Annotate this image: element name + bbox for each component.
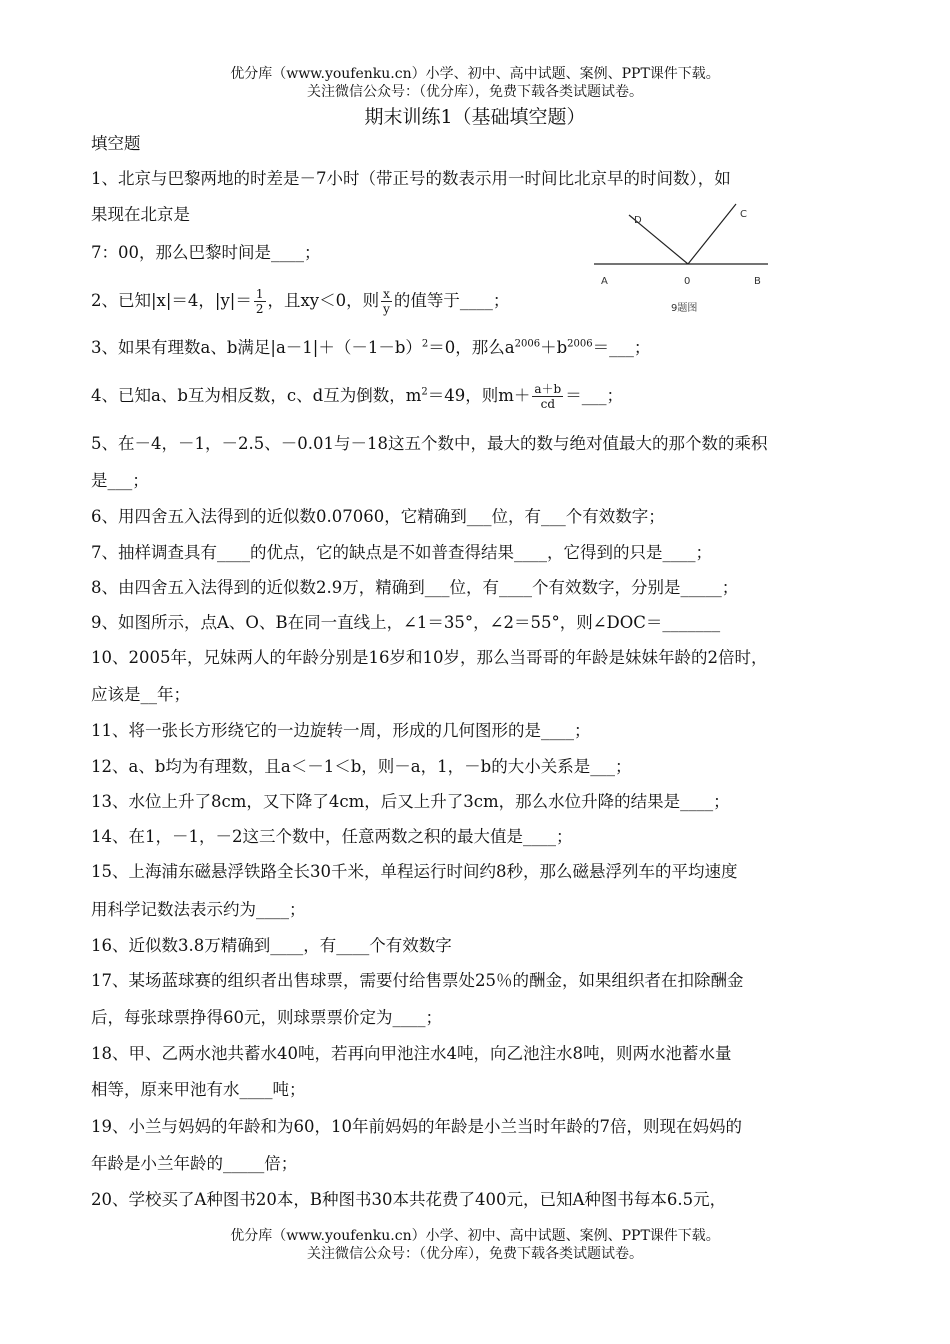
question-18-line-2: 相等，原来甲池有水____吨； <box>91 1080 306 1099</box>
question-15-line-1: 15、上海浦东磁悬浮铁路全长30千米，单程运行时间约8秒，那么磁悬浮列车的平均速度 <box>91 862 738 881</box>
label-b: B <box>754 276 761 287</box>
question-9: 9、如图所示，点A、O、B在同一直线上，∠1＝35°，∠2＝55°，则∠DOC＝_______ <box>91 613 721 632</box>
question-18-line-1: 18、甲、乙两水池共蓄水40吨，若再向甲池注水4吨，向乙池注水8吨，则两水池蓄水量 <box>91 1044 732 1063</box>
question-17-line-1: 17、某场蓝球赛的组织者出售球票，需要付给售票处25％的酬金，如果组织者在扣除酬金 <box>91 971 744 990</box>
question-8: 8、由四舍五入法得到的近似数2.9万，精确到___位，有____个有效数字，分别是_____； <box>91 578 739 597</box>
question-12: 12、a、b均为有理数，且a＜－1＜b，则－a，1，－b的大小关系是___； <box>91 757 632 776</box>
question-17-line-2: 后，每张球票挣得60元，则球票票价定为____； <box>91 1008 442 1027</box>
question-1-line-2: 果现在北京是 <box>91 205 190 224</box>
question-7: 7、抽样调查具有____的优点，它的缺点是不如普查得结果____，它得到的只是____； <box>91 543 712 562</box>
question-13: 13、水位上升了8cm，又下降了4cm，后又上升了3cm，那么水位升降的结果是____； <box>91 792 730 811</box>
footer-line-2: 关注微信公众号：（优分库），免费下载各类试题试卷。 <box>307 1246 643 1262</box>
fraction-a-plus-b-over-cd: $\frac{a+b}{cd}$ <box>534 382 562 411</box>
question-10-line-1: 10、2005年，兄妹两人的年龄分别是16岁和10岁，那么当哥哥的年龄是妹妹年龄的2倍时， <box>91 648 768 667</box>
question-4: 4、已知a、b互为相反数，c、d互为倒数，$m^2=49$，则m＋ $\frac{a+b}{cd}$ ＝___； <box>91 382 623 411</box>
fraction-one-half: $\frac{1}{2}$ <box>255 287 264 316</box>
question-1-line-1: 1、北京与巴黎两地的时差是－7小时（带正号的数表示用一时间比北京早的时间数），如 <box>91 169 731 188</box>
question-14: 14、在1，－1，－2这三个数中，任意两数之积的最大值是____； <box>91 827 573 846</box>
q2-text-post: 的值等于____； <box>393 291 510 310</box>
question-11: 11、将一张长方形绕它的一边旋转一周，形成的几何图形的是____； <box>91 721 591 740</box>
footer-line-1: 优分库（www.youfenku.cn）小学、初中、高中试题、案例、PPT课件下载。 <box>230 1228 720 1244</box>
label-d: D <box>634 215 642 226</box>
label-a: A <box>601 276 608 287</box>
question-15-line-2: 用科学记数法表示约为____； <box>91 900 306 919</box>
question-10-line-2: 应该是__年； <box>91 685 190 704</box>
question-5-line-2: 是___； <box>91 471 149 490</box>
header-line-2: 关注微信公众号：（优分库），免费下载各类试题试卷。 <box>307 84 643 100</box>
page-title: 期末训练1（基础填空题） <box>364 106 586 128</box>
angle-figure <box>588 200 778 320</box>
question-16: 16、近似数3.8万精确到____，有____个有效数字 <box>91 936 452 955</box>
header-line-1: 优分库（www.youfenku.cn）小学、初中、高中试题、案例、PPT课件下载。 <box>230 66 720 82</box>
label-o: 0 <box>684 276 691 287</box>
question-1-line-3: 7：00，那么巴黎时间是____； <box>91 243 321 262</box>
section-heading: 填空题 <box>91 134 141 153</box>
question-19-line-1: 19、小兰与妈妈的年龄和为60，10年前妈妈的年龄是小兰当时年龄的7倍，则现在妈妈的 <box>91 1117 742 1136</box>
question-3: 3、如果有理数a、b满足$|a-1|+(-1-b)^2=0$，那么$a^{2006}+b^{2006}=\_\_\_$； <box>91 338 651 357</box>
question-6: 6、用四舍五入法得到的近似数0.07060，它精确到___位，有___个有效数字； <box>91 507 665 526</box>
question-20: 20、学校买了A种图书20本，B种图书30本共花费了400元，已知A种图书每本6.5元， <box>91 1190 727 1209</box>
figure-caption: 9题图 <box>671 303 698 314</box>
q2-text-pre: 2、已知|x|＝4，|y|＝ <box>91 291 252 310</box>
question-19-line-2: 年龄是小兰年龄的_____倍； <box>91 1154 298 1173</box>
fraction-x-over-y: $\frac{x}{y}$ <box>383 287 390 316</box>
question-5-line-1: 5、在－4，－1，－2.5、－0.01与－18这五个数中，最大的数与绝对值最大的那个数的乘积 <box>91 434 768 453</box>
ray-oc <box>688 204 736 264</box>
question-2 <box>91 287 509 316</box>
label-c: C <box>740 209 747 220</box>
q2-text-mid: ，且xy＜0，则 <box>267 291 380 310</box>
